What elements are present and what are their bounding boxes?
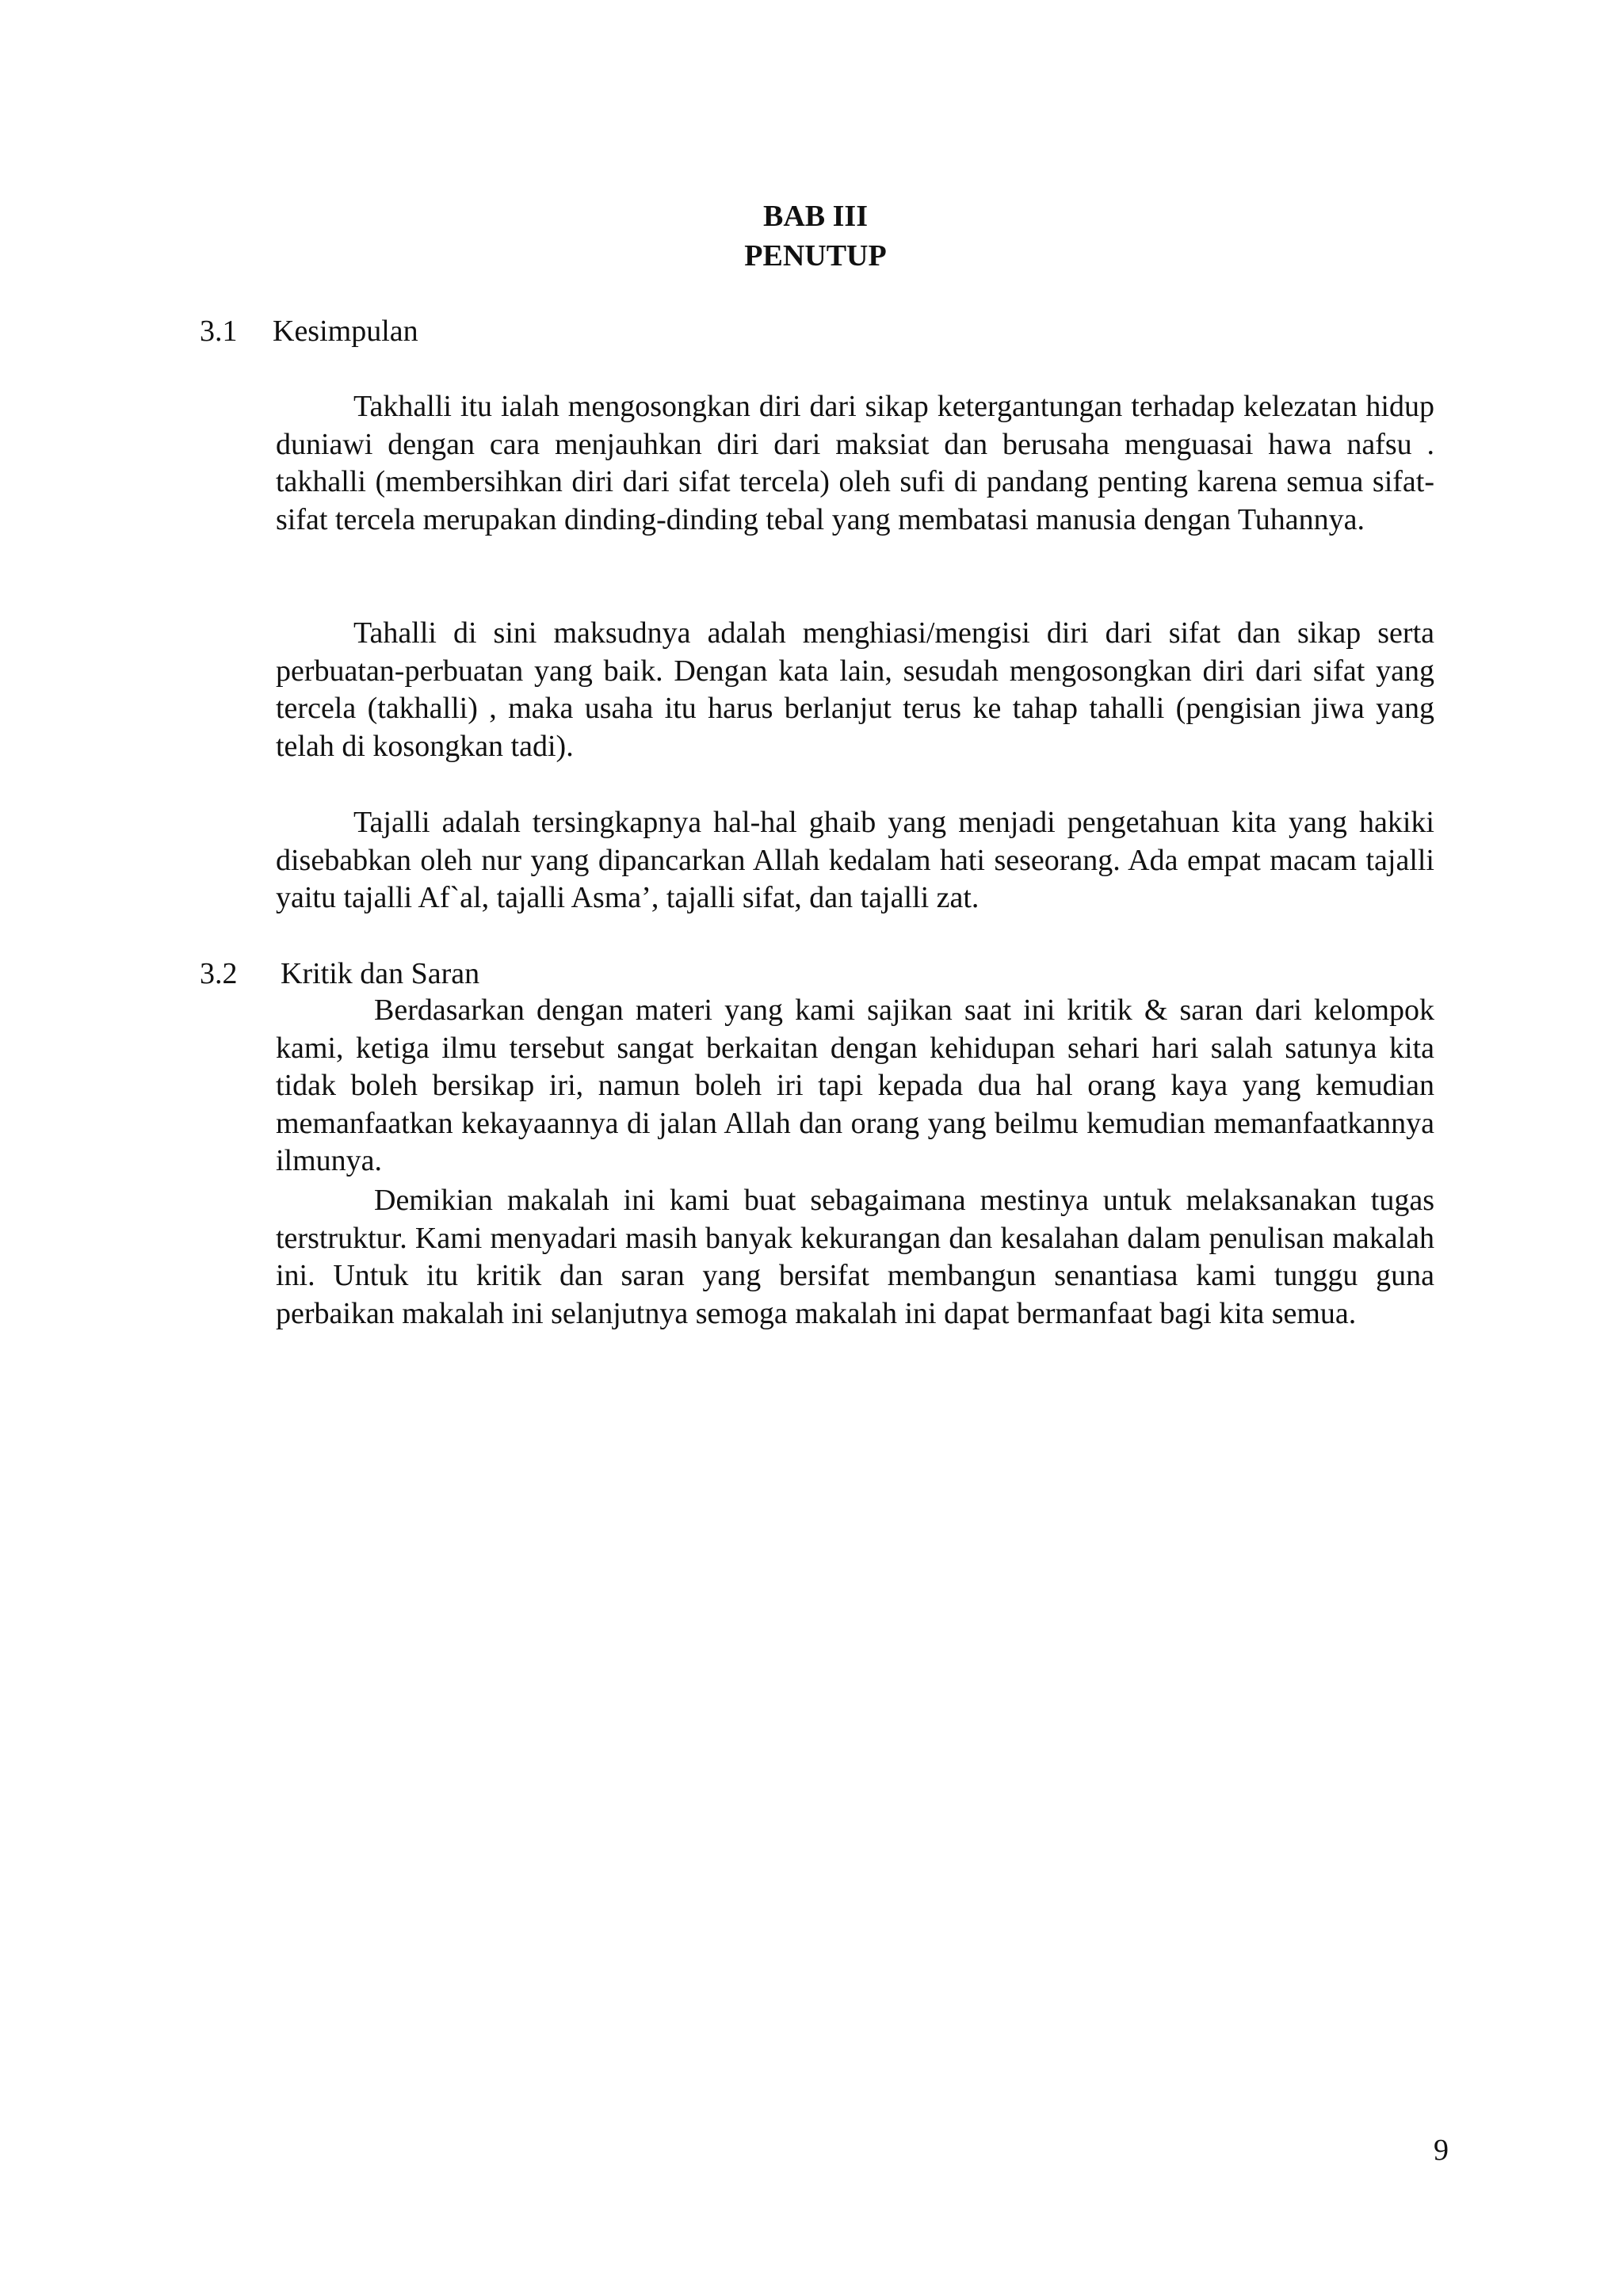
section-heading-kritik-saran [200,955,479,993]
section-title: Kritik dan Saran [281,957,480,990]
paragraph-takhalli: Takhalli itu ialah mengosongkan diri dari sikap ketergantungan terhadap kelezatan hidup duniawi dengan cara menjauhkan diri dari maksiat dan berusaha menguasai hawa nafsu . takhalli (membersihkan diri dari sifat tercela) oleh sufi di pandang penting karena semua sifat-sifat tercela merupakan dinding-dinding tebal yang membatasi manusia dengan Tuhannya. [276,390,1434,536]
page-number: 9 [1434,2134,1449,2167]
paragraph-penutup: Demikian makalah ini kami buat sebagaimana mestinya untuk melaksanakan tugas terstruktur. Kami menyadari masih banyak kekurangan dan kesalahan dalam penulisan makalah ini. Untuk itu kritik dan saran yang bersifat membangun senantiasa kami tunggu guna perbaikan makalah ini selanjutnya semoga makalah ini dapat bermanfaat bagi kita semua. [276,1184,1434,1330]
section-title: Kesimpulan [273,315,418,348]
chapter-title: PENUTUP [744,239,887,273]
paragraph-tahalli: Tahalli di sini maksudnya adalah menghiasi/mengisi diri dari sifat dan sikap serta perbuatan-perbuatan yang baik. Dengan kata lain, sesudah mengosongkan diri dari sifat yang tercela (takhalli) , maka usaha itu harus berlanjut terus ke tahap tahalli (pengisian jiwa yang telah di kosongkan tadi). [276,616,1434,763]
paragraph-kritik: Berdasarkan dengan materi yang kami sajikan saat ini kritik & saran dari kelompok kami, ketiga ilmu tersebut sangat berkaitan dengan kehidupan sehari hari salah satunya kita tidak boleh bersikap iri, namun boleh iri tapi kepada dua hal orang kaya yang kemudian memanfaatkan kekayaannya di jalan Allah dan orang yang beilmu kemudian memanfaatkannya ilmunya. [276,994,1434,1178]
section-number: 3.2 [200,957,238,990]
chapter-heading [0,196,1623,276]
paragraph-tajalli: Tajalli adalah tersingkapnya hal-hal ghaib yang menjadi pengetahuan kita yang hakiki disebabkan oleh nur yang dipancarkan Allah kedalam hati seseorang. Ada empat macam tajalli yaitu tajalli Af`al, tajalli Asma’, tajalli sifat, dan tajalli zat. [276,806,1434,915]
chapter-number: BAB III [763,200,868,233]
section-number: 3.1 [200,315,238,348]
section-heading-kesimpulan [200,312,418,350]
